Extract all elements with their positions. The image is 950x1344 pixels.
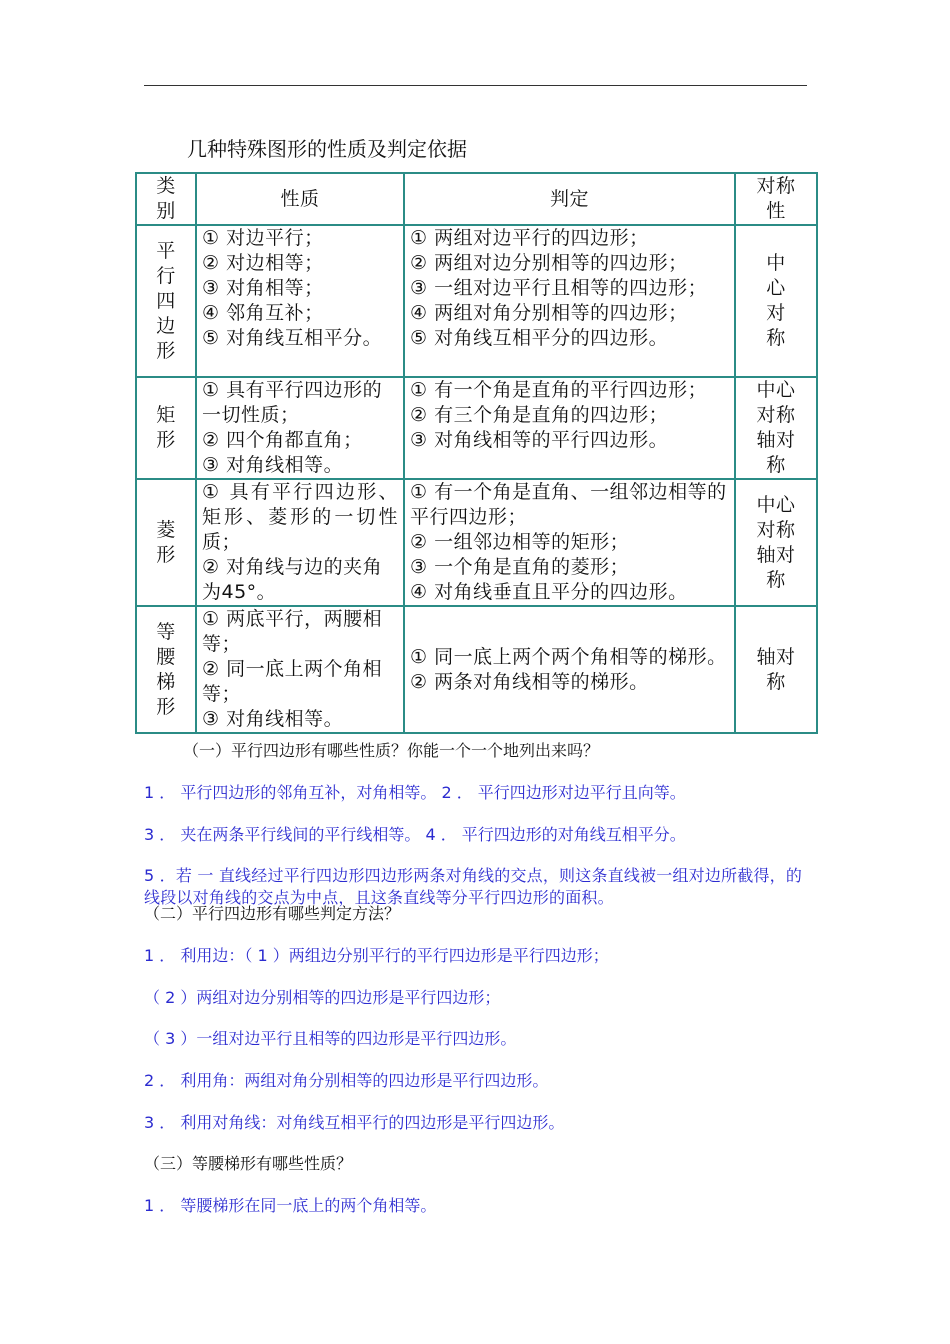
list-item: ① 同一底上两个两个角相等的梯形。	[410, 645, 727, 668]
answer-line: （ 3 ）一组对边平行且相等的四边形是平行四边形。	[144, 1029, 517, 1048]
answer-paragraph: 5 ．若 一 直线经过平行四边形四边形两条对角线的交点，则这条直线被一组对边所截得，的线段以对角线的交点为中点，且这条直线等分平行四边形的面积。	[144, 866, 803, 907]
criteria-cell	[404, 377, 735, 479]
table-row-rhombus	[136, 479, 817, 606]
list-item: ③ 一个角是直角的菱形；	[410, 556, 630, 578]
properties-cell	[196, 606, 404, 733]
list-item: ⑤ 对角线互相平分的四边形。	[410, 327, 669, 349]
list-item: ② 对边相等；	[202, 252, 324, 274]
list-item: ① 有一个角是直角的平行四边形；	[410, 379, 708, 401]
list-item: ① 具有平行四边形的一切性质；	[202, 379, 383, 426]
table-row-parallelogram	[136, 225, 817, 377]
criteria-cell	[404, 606, 735, 733]
list-item: ① 有一个角是直角、一组邻边相等的平行四边形；	[410, 481, 727, 528]
list-item: ① 对边平行；	[202, 227, 324, 249]
symmetry-cell: 中心 对称 轴对 称	[735, 377, 817, 479]
category-cell: 矩 形	[136, 377, 196, 479]
list-item: ③ 对角线相等的平行四边形。	[410, 429, 669, 451]
list-item: ② 两组对边分别相等的四边形；	[410, 252, 688, 274]
list-item: ④ 邻角互补；	[202, 302, 324, 324]
list-item: ④ 对角线垂直且平分的四边形。	[410, 581, 688, 603]
answer-line: 1 ． 利用边：（ 1 ）两组边分别平行的平行四边形是平行四边形；	[144, 946, 609, 965]
symmetry-cell: 中 心 对 称	[735, 225, 817, 377]
section-heading-3: （三）等腰梯形有哪些性质？	[144, 1154, 353, 1173]
list-item: ③ 对角线相等。	[202, 708, 344, 730]
answer-line: 1 ． 平行四边形的邻角互补，对角相等。 2 ． 平行四边形对边平行且向等。	[144, 783, 686, 802]
list-item: ③ 对角相等；	[202, 277, 324, 299]
list-item: ① 两底平行，两腰相等；	[202, 608, 383, 655]
list-item: ⑤ 对角线互相平分。	[202, 327, 383, 349]
list-item: ② 有三个角是直角的四边形；	[410, 404, 669, 426]
header-rule	[144, 85, 807, 86]
list-item: ② 一组邻边相等的矩形；	[410, 531, 630, 553]
category-cell: 菱 形	[136, 479, 196, 606]
category-cell: 等 腰 梯 形	[136, 606, 196, 733]
symmetry-cell: 轴对 称	[735, 606, 817, 733]
header-criteria: 判定	[404, 173, 735, 225]
table-header-row	[136, 173, 817, 225]
answer-line: （ 2 ）两组对边分别相等的四边形是平行四边形；	[144, 988, 501, 1007]
list-item: ③ 对角线相等。	[202, 454, 344, 476]
list-item: ① 两组对边平行的四边形；	[410, 227, 649, 249]
section-heading-2: （二）平行四边形有哪些判定方法？	[144, 904, 401, 923]
symmetry-cell: 中心 对称 轴对 称	[735, 479, 817, 606]
criteria-cell	[404, 225, 735, 377]
header-properties: 性质	[196, 173, 404, 225]
properties-table	[135, 172, 818, 734]
list-item: ④ 两组对角分别相等的四边形；	[410, 302, 688, 324]
criteria-cell	[404, 479, 735, 606]
list-item: ③ 一组对边平行且相等的四边形；	[410, 277, 708, 299]
section-heading-1: （一）平行四边形有哪些性质？你能一个一个地列出来吗？	[183, 741, 600, 760]
list-item: ② 四个角都直角；	[202, 429, 363, 451]
list-item: ② 两条对角线相等的梯形。	[410, 670, 649, 693]
category-cell: 平 行 四 边 形	[136, 225, 196, 377]
list-item: ① 具有平行四边形、矩形、菱形的一切性质；	[202, 481, 398, 553]
properties-cell	[196, 377, 404, 479]
table-row-isosceles-trapezoid	[136, 606, 817, 733]
properties-cell	[196, 479, 404, 606]
answer-line: 2 ． 利用角：两组对角分别相等的四边形是平行四边形。	[144, 1071, 549, 1090]
answer-line: 1 ． 等腰梯形在同一底上的两个角相等。	[144, 1196, 437, 1215]
header-symmetry: 对称 性	[735, 173, 817, 225]
list-item: ② 对角线与边的夹角为45°。	[202, 556, 383, 603]
answer-line: 3 ． 利用对角线：对角线互相平行的四边形是平行四边形。	[144, 1113, 565, 1132]
header-category: 类 别	[136, 173, 196, 225]
table-row-rectangle	[136, 377, 817, 479]
document-title: 几种特殊图形的性质及判定依据	[187, 137, 467, 161]
properties-cell	[196, 225, 404, 377]
list-item: ② 同一底上两个角相等；	[202, 658, 383, 705]
answer-line: 3 ． 夹在两条平行线间的平行线相等。 4 ． 平行四边形的对角线互相平分。	[144, 825, 686, 844]
